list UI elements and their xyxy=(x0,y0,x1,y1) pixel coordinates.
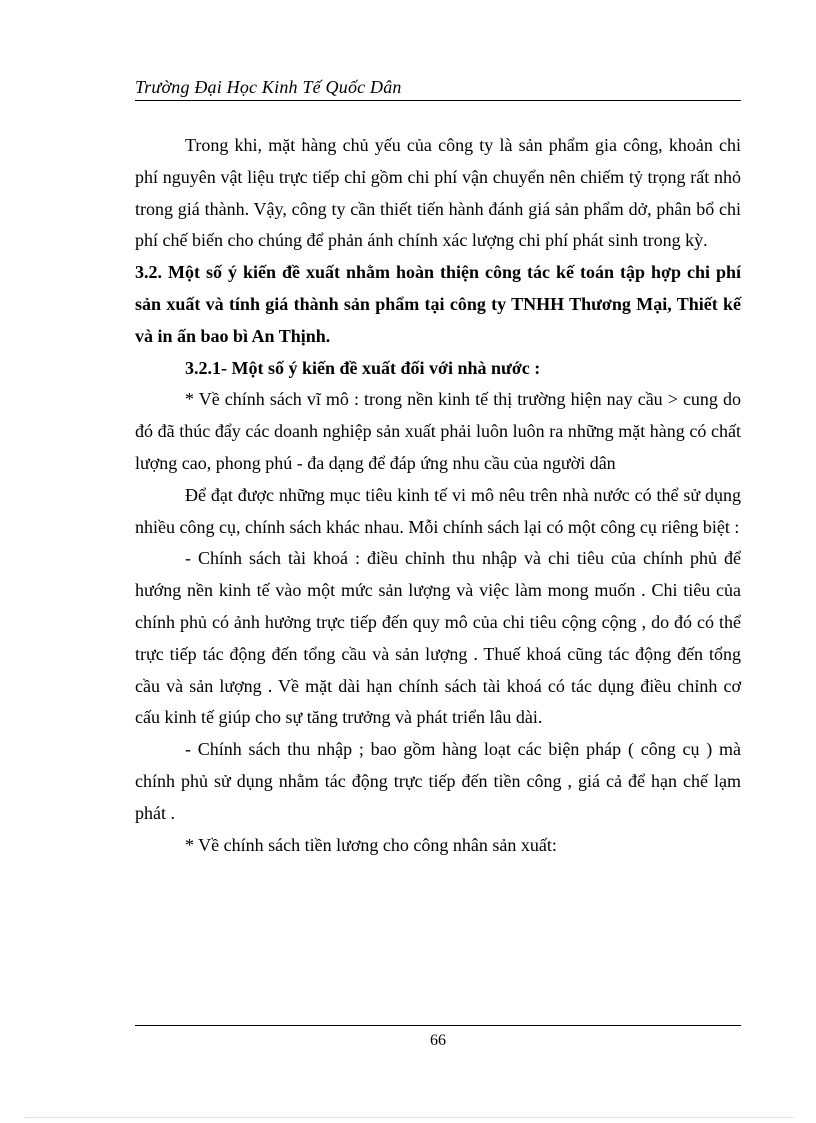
header-title: Trường Đại Học Kinh Tế Quốc Dân xyxy=(135,77,402,97)
document-body xyxy=(135,130,741,861)
page-edge-divider xyxy=(24,1117,794,1118)
paragraph-intro: Trong khi, mặt hàng chủ yếu của công ty là sản phẩm gia công, khoản chi phí nguyên vật liệu trực tiếp chỉ gồm chi phí vận chuyển nên chiếm tỷ trọng rất nhỏ trong giá thành. Vậy, công ty cần thiết tiến hành đánh giá sản phẩm dở, phân bổ chi phí chế biến cho chúng để phản ánh chính xác lượng chi phí phát sinh trong kỳ. xyxy=(135,135,741,251)
page-number: 66 xyxy=(430,1032,446,1049)
paragraph-wage-policy: * Về chính sách tiền lương cho công nhân sản xuất: xyxy=(185,834,557,855)
paragraph-macro-policy: * Về chính sách vĩ mô : trong nền kinh tế thị trường hiện nay cầu > cung do đó đã thúc đẩy các doanh nghiệp sản xuất phải luôn luôn ra những mặt hàng có chất lượng cao, phong phú - đa dạng để đáp ứng nhu cầu của người dân xyxy=(135,389,741,473)
paragraph-fiscal-policy: - Chính sách tài khoá : điều chỉnh thu nhập và chi tiêu của chính phủ để hướng nền kinh tế vào một mức sản lượng và việc làm mong muốn . Chi tiêu của chính phủ có ảnh hưởng trực tiếp đến quy mô của chi tiêu cộng cộng , do đó có thể trực tiếp tác động đến tổng cầu và sản lượng . Thuế khoá cũng tác động đến tổng cầu và sản lượng . Về mặt dài hạn chính sách tài khoá có tác dụng điều chỉnh cơ cấu kinh tế giúp cho sự tăng trưởng và phát triển lâu dài. xyxy=(135,548,741,728)
page-footer xyxy=(135,1025,741,1049)
paragraph-income-policy: - Chính sách thu nhập ; bao gồm hàng loạt các biện pháp ( công cụ ) mà chính phủ sử dụng nhằm tác động trực tiếp đến tiền công , giá cả để hạn chế lạm phát . xyxy=(135,739,741,823)
paragraph-policy-tools: Để đạt được những mục tiêu kinh tế vi mô nêu trên nhà nước có thể sử dụng nhiều công cụ, chính sách khác nhau. Mỗi chính sách lại có một công cụ riêng biệt : xyxy=(135,484,741,537)
section-heading-3-2: 3.2. Một số ý kiến đề xuất nhằm hoàn thiện công tác kế toán tập hợp chi phí sản xuất và tính giá thành sản phẩm tại công ty TNHH Thương Mại, Thiết kế và in ấn bao bì An Thịnh. xyxy=(135,262,741,346)
subsection-heading-3-2-1: 3.2.1- Một số ý kiến đề xuất đối với nhà nước : xyxy=(185,357,541,378)
page-header xyxy=(135,76,741,101)
